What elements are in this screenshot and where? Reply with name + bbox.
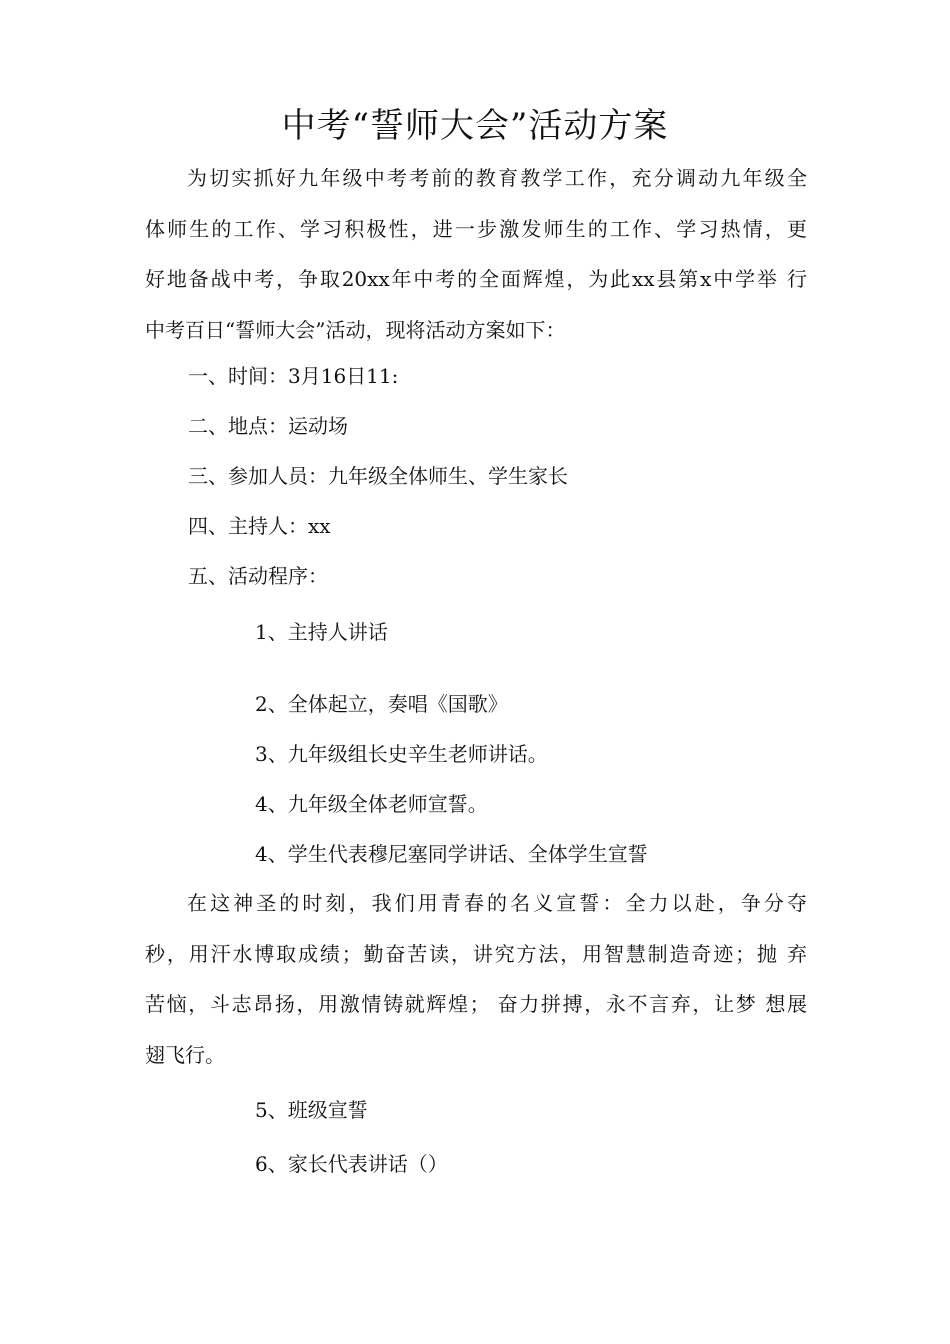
intro-paragraph — [145, 153, 807, 355]
program-step: 3、九年级组长史辛生老师讲话。 — [255, 742, 548, 766]
program-step: 1、主持人讲话 — [255, 620, 388, 644]
oath-paragraph — [145, 878, 807, 1080]
program-step: 4、九年级全体老师宣誓。 — [255, 792, 488, 816]
program-step: 6、家长代表讲话（） — [255, 1152, 448, 1176]
intro-line: 好地备战中考，争取20xx年中考的全面辉煌，为此xx县第x中学举 行 — [145, 267, 807, 291]
section-time: 一、时间：3月16日11: — [188, 364, 399, 388]
program-step: 2、全体起立，奏唱《国歌》 — [255, 692, 508, 716]
intro-line: 体师生的工作、学习积极性，进一步激发师生的工作、学习热情，更 — [145, 216, 807, 241]
program-step: 5、班级宣誓 — [255, 1098, 368, 1122]
intro-line: 中考百日“誓师大会”活动，现将活动方案如下： — [145, 317, 566, 342]
program-step: 4、学生代表穆尼塞同学讲话、全体学生宣誓 — [255, 842, 648, 866]
oath-line: 秒，用汗水博取成绩；勤奋苦读，讲究方法，用智慧制造奇迹；抛 弃 — [145, 941, 807, 966]
section-participants: 三、参加人员：九年级全体师生、学生家长 — [188, 464, 568, 488]
section-host: 四、主持人：xx — [188, 514, 331, 538]
section-location: 二、地点：运动场 — [188, 414, 348, 438]
intro-line: 为切实抓好九年级中考考前的教育教学工作，充分调动九年级全 — [187, 166, 807, 190]
section-program: 五、活动程序： — [188, 564, 328, 588]
oath-line: 翅飞行。 — [145, 1042, 225, 1067]
document-title: 中考“誓师大会”活动方案 — [281, 106, 669, 146]
oath-line: 苦恼，斗志昂扬，用激情铸就辉煌； 奋力拼搏，永不言弃，让梦 想展 — [145, 992, 807, 1016]
oath-line: 在这神圣的时刻，我们用青春的名义宣誓：全力以赴，争分夺 — [187, 891, 807, 915]
